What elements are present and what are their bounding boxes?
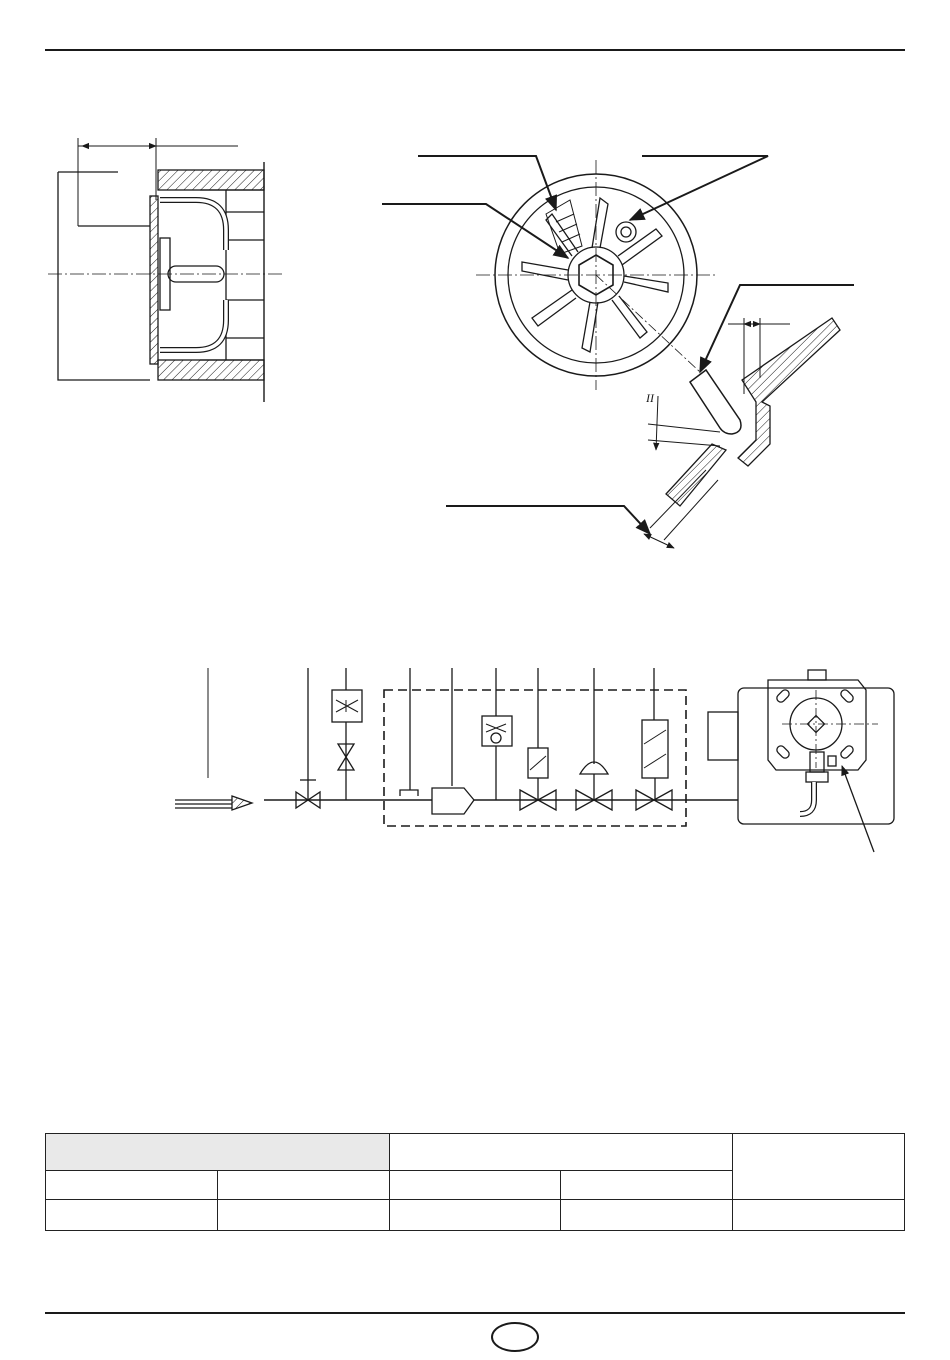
ignition-electrode-figure bbox=[382, 156, 854, 548]
specification-table bbox=[45, 1133, 905, 1231]
table-header-cell bbox=[46, 1134, 390, 1171]
table-cell bbox=[561, 1200, 733, 1231]
table-header-cell bbox=[733, 1134, 905, 1200]
table-cell bbox=[217, 1200, 389, 1231]
burner-head-section-figure bbox=[48, 138, 285, 402]
table-cell bbox=[46, 1200, 218, 1231]
table-subheader-cell bbox=[561, 1171, 733, 1200]
bottom-rule bbox=[45, 1312, 905, 1314]
table-cell bbox=[389, 1200, 561, 1231]
gas-train-schematic-figure bbox=[175, 668, 894, 852]
page-number-badge bbox=[491, 1322, 539, 1352]
table-subheader-cell bbox=[389, 1171, 561, 1200]
table-subheader-cell bbox=[217, 1171, 389, 1200]
table-cell bbox=[733, 1200, 905, 1231]
table-subheader-cell bbox=[46, 1171, 218, 1200]
section-marker: II bbox=[646, 391, 654, 405]
table-header-cell bbox=[389, 1134, 733, 1171]
